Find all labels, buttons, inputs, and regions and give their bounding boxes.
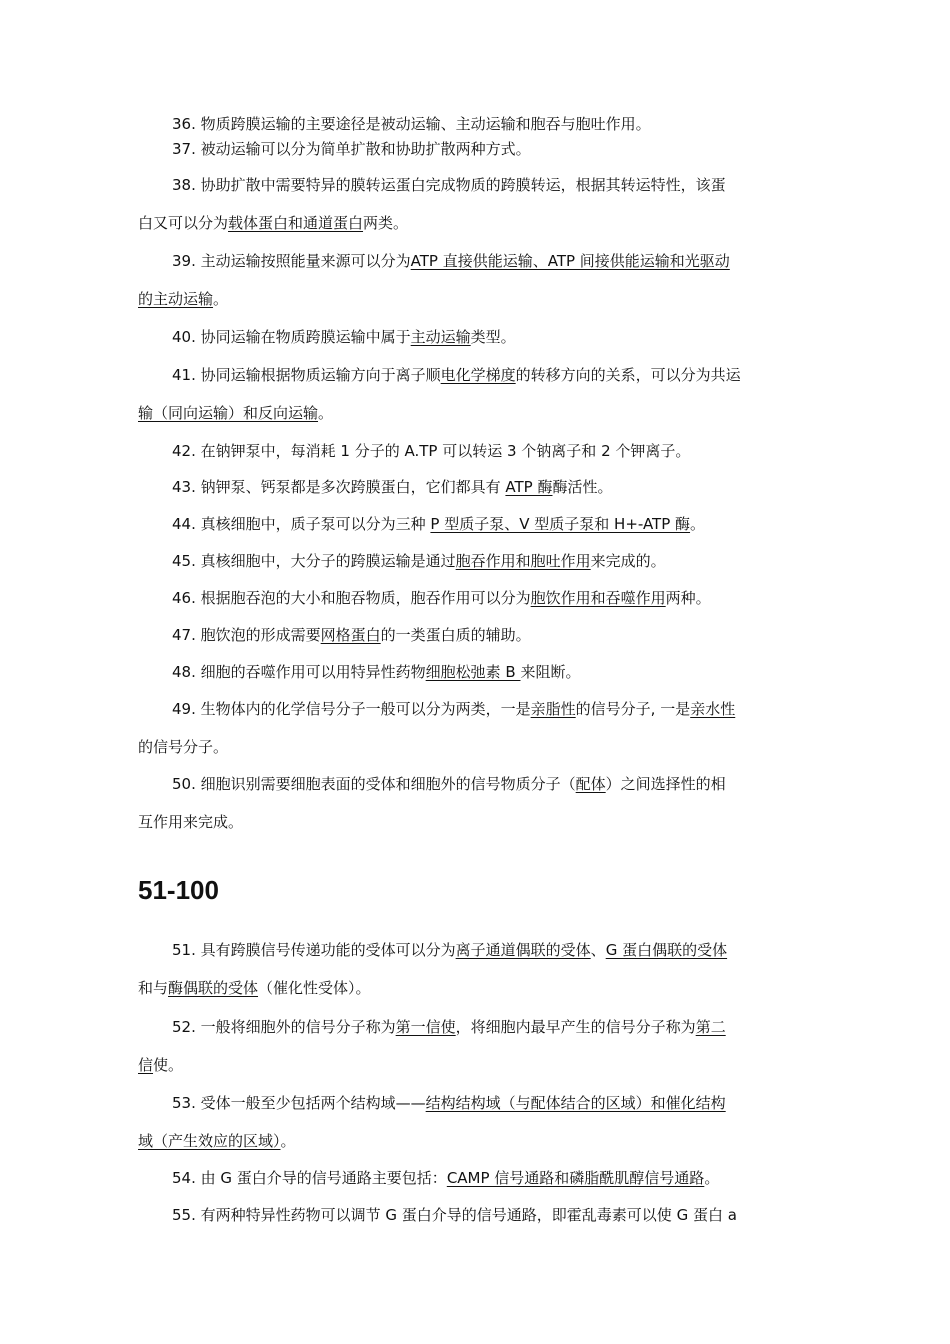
text-segment: 一般将细胞外的信号分子称为 xyxy=(200,1018,396,1036)
text-segment: 被动运输可以分为简单扩散和协助扩散两种方式。 xyxy=(200,140,531,158)
text-segment: 在钠钾泵中，每消耗 1 分子的 A.TP 可以转运 3 个钠离子和 2 个钾离子。 xyxy=(200,442,691,460)
list-item-line xyxy=(172,1084,852,1122)
underlined-answer: 结构结构域（与配体结合的区域）和催化结构 xyxy=(425,1094,726,1112)
underlined-answer: 离子通道偶联的受体 xyxy=(455,941,591,959)
list-item-line xyxy=(172,318,852,356)
item-number: 49. xyxy=(172,700,196,718)
text-segment: 两类。 xyxy=(363,214,409,232)
list-item-line xyxy=(172,468,852,506)
item-number: 48. xyxy=(172,663,196,681)
text-segment: （催化性受体）。 xyxy=(258,979,371,997)
item-number: 40. xyxy=(172,328,196,346)
text-segment: 有两种特异性药物可以调节 G 蛋白介导的信号通路，即霍乱毒素可以使 G 蛋白 a xyxy=(200,1206,737,1224)
list-item-line xyxy=(172,166,852,204)
underlined-answer: 细胞松弛素 B xyxy=(425,663,521,681)
text-segment: 物质跨膜运输的主要途径是被动运输、主动运输和胞吞与胞吐作用。 xyxy=(200,115,651,133)
list-item-line xyxy=(138,728,818,766)
text-segment: 胞饮泡的形成需要 xyxy=(200,626,321,644)
text-segment: 协同运输根据物质运输方向于离子顺 xyxy=(200,366,441,384)
text-segment: 受体一般至少包括两个结构域—— xyxy=(200,1094,426,1112)
list-item-line xyxy=(172,432,852,470)
text-segment: 协助扩散中需要特异的膜转运蛋白完成物质的跨膜转运，根据其转运特性，该蛋 xyxy=(200,176,726,194)
item-number: 47. xyxy=(172,626,196,644)
list-item-line xyxy=(138,394,818,432)
text-segment: 和与 xyxy=(138,979,169,997)
text-segment: 钠钾泵、钙泵都是多次跨膜蛋白，它们都具有 xyxy=(200,478,506,496)
item-number: 53. xyxy=(172,1094,196,1112)
list-item-line xyxy=(172,690,852,728)
underlined-answer: 域（产生效应的区域） xyxy=(138,1132,281,1150)
underlined-answer: ATP 酶 xyxy=(505,478,553,496)
underlined-answer: 电化学梯度 xyxy=(440,366,516,384)
underlined-answer: 的主动运输 xyxy=(138,290,214,308)
text-segment: 协同运输在物质跨膜运输中属于 xyxy=(200,328,411,346)
underlined-answer: 胞饮作用和吞噬作用 xyxy=(530,589,666,607)
item-number: 37. xyxy=(172,140,196,158)
underlined-answer: 亲水性 xyxy=(690,700,736,718)
text-segment: 白又可以分为 xyxy=(138,214,229,232)
list-item-line xyxy=(172,1008,852,1046)
text-segment: 具有跨膜信号传递功能的受体可以分为 xyxy=(200,941,456,959)
text-segment: 来完成的。 xyxy=(590,552,666,570)
underlined-answer: 配体 xyxy=(575,775,606,793)
underlined-answer: ATP 直接供能运输、ATP 间接供能运输和光驱动 xyxy=(410,252,730,270)
underlined-answer: 网格蛋白 xyxy=(320,626,381,644)
item-number: 46. xyxy=(172,589,196,607)
item-number: 42. xyxy=(172,442,196,460)
underlined-answer: G 蛋白偶联的受体 xyxy=(605,941,728,959)
list-item-line xyxy=(138,280,818,318)
text-segment: ，将细胞内最早产生的信号分子称为 xyxy=(455,1018,696,1036)
list-item-line xyxy=(138,969,818,1007)
underlined-answer: 主动运输 xyxy=(410,328,471,346)
item-number: 54. xyxy=(172,1169,196,1187)
list-item-line xyxy=(172,616,852,654)
text-segment: ）之间选择性的相 xyxy=(605,775,726,793)
underlined-answer: 胞吞作用和胞吐作用 xyxy=(455,552,591,570)
text-segment: 由 G 蛋白介导的信号通路主要包括： xyxy=(200,1169,447,1187)
item-number: 45. xyxy=(172,552,196,570)
text-segment: 互作用来完成。 xyxy=(138,813,244,831)
text-segment: 的信号分子, 一是 xyxy=(575,700,691,718)
underlined-answer: 第二 xyxy=(695,1018,726,1036)
list-item-line xyxy=(138,1122,818,1160)
list-item-line xyxy=(172,130,852,168)
text-segment: 细胞的吞噬作用可以用特异性药物 xyxy=(200,663,426,681)
list-item-line xyxy=(172,505,852,543)
list-item-line xyxy=(172,579,852,617)
item-number: 38. xyxy=(172,176,196,194)
text-segment: 主动运输按照能量来源可以分为 xyxy=(200,252,411,270)
text-segment: 真核细胞中，大分子的跨膜运输是通过 xyxy=(200,552,456,570)
text-segment: 。 xyxy=(690,515,706,533)
text-segment: 两种。 xyxy=(665,589,711,607)
text-segment: 细胞识别需要细胞表面的受体和细胞外的信号物质分子（ xyxy=(200,775,576,793)
list-item-line xyxy=(172,653,852,691)
underlined-answer: 第一信使 xyxy=(395,1018,456,1036)
text-segment: 。 xyxy=(213,290,229,308)
text-segment: 来阻断。 xyxy=(520,663,581,681)
text-segment: 、 xyxy=(590,941,606,959)
list-item-line xyxy=(172,1159,852,1197)
text-segment: 根据胞吞泡的大小和胞吞物质，胞吞作用可以分为 xyxy=(200,589,531,607)
underlined-answer: 输（同向运输）和反向运输 xyxy=(138,404,319,422)
item-number: 55. xyxy=(172,1206,196,1224)
list-item-line xyxy=(138,204,818,242)
list-item-line xyxy=(138,803,818,841)
item-number: 39. xyxy=(172,252,196,270)
underlined-answer: 酶偶联的受体 xyxy=(168,979,259,997)
item-number: 36. xyxy=(172,115,196,133)
list-item-line xyxy=(138,1046,818,1084)
text-segment: 。 xyxy=(280,1132,296,1150)
text-segment: 的一类蛋白质的辅助。 xyxy=(380,626,531,644)
item-number: 51. xyxy=(172,941,196,959)
item-number: 41. xyxy=(172,366,196,384)
list-item-line xyxy=(172,542,852,580)
list-item-line xyxy=(172,765,852,803)
text-segment: 类型。 xyxy=(470,328,516,346)
item-number: 50. xyxy=(172,775,196,793)
underlined-answer: 信 xyxy=(138,1056,154,1074)
text-segment: 酶活性。 xyxy=(552,478,613,496)
list-item-line xyxy=(172,1196,852,1234)
text-segment: 使。 xyxy=(153,1056,184,1074)
text-segment: 的转移方向的关系，可以分为共运 xyxy=(515,366,741,384)
underlined-answer: 载体蛋白和通道蛋白 xyxy=(228,214,364,232)
section-heading: 51-100 xyxy=(138,875,219,905)
text-segment: 的信号分子。 xyxy=(138,738,229,756)
item-number: 52. xyxy=(172,1018,196,1036)
underlined-answer: 亲脂性 xyxy=(530,700,576,718)
text-segment: 。 xyxy=(318,404,334,422)
underlined-answer: CAMP 信号通路和磷脂酰肌醇信号通路 xyxy=(446,1169,705,1187)
list-item-line xyxy=(172,356,852,394)
text-segment: 。 xyxy=(704,1169,720,1187)
text-segment: 真核细胞中，质子泵可以分为三种 xyxy=(200,515,431,533)
underlined-answer: P 型质子泵、V 型质子泵和 H+-ATP 酶 xyxy=(430,515,691,533)
list-item-line xyxy=(172,242,852,280)
item-number: 43. xyxy=(172,478,196,496)
list-item-line xyxy=(172,931,852,969)
item-number: 44. xyxy=(172,515,196,533)
text-segment: 生物体内的化学信号分子一般可以分为两类，一是 xyxy=(200,700,531,718)
